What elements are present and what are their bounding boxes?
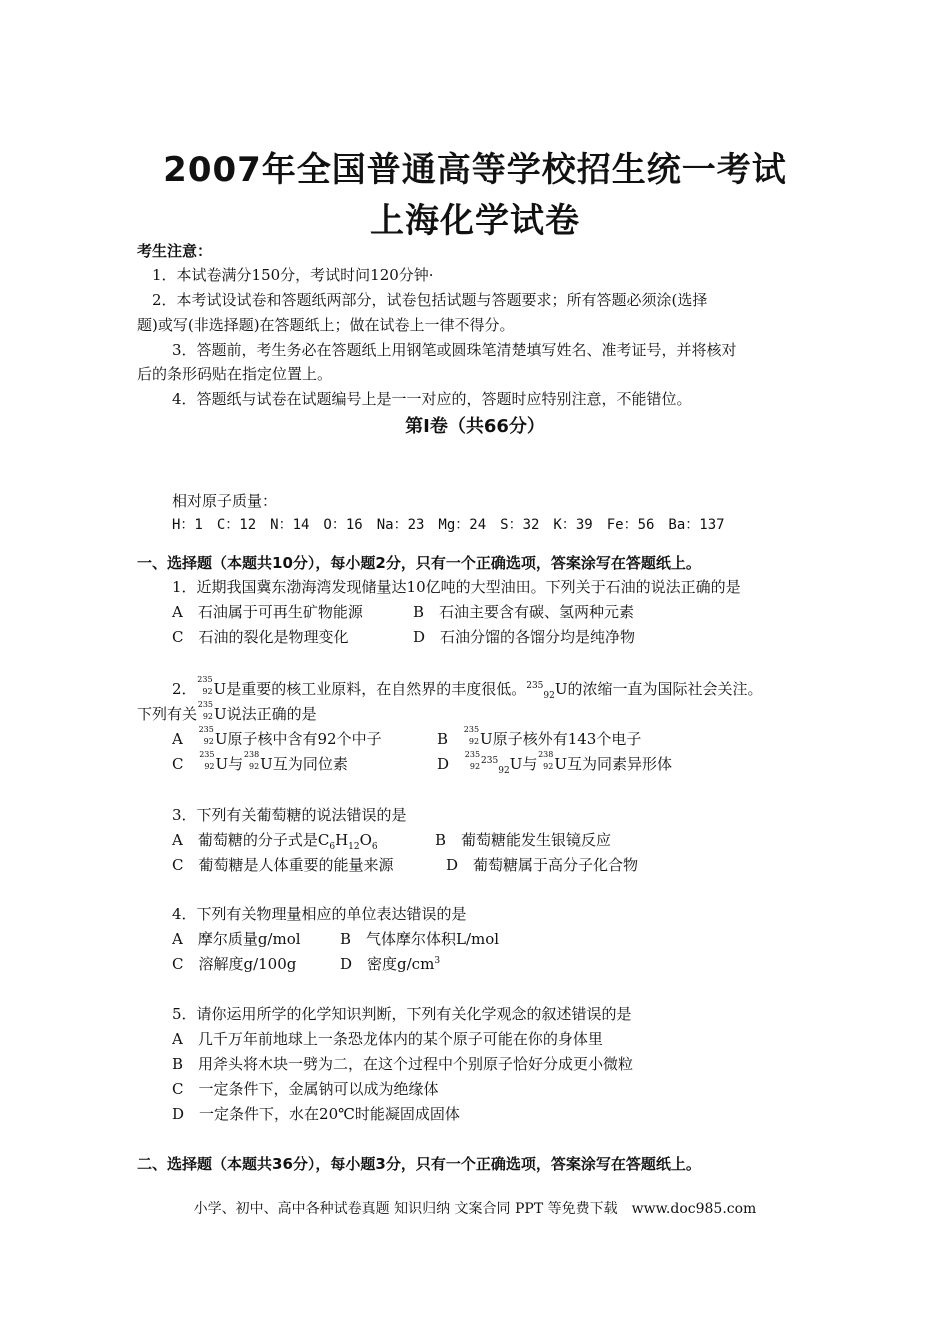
- q1-stem: 1．近期我国冀东渤海湾发现储量达10亿吨的大型油田。下列关于石油的说法正确的是: [172, 578, 741, 596]
- q2-option-b: B 235 92 U原子核外有143个电子: [437, 725, 642, 748]
- q3-stem: 3．下列有关葡萄糖的说法错误的是: [172, 806, 407, 824]
- u235-isotope: 235 92: [197, 700, 214, 721]
- footer-text: 小学、初中、高中各种试卷真题 知识归纳 文案合同 PPT 等免费下载 www.doc985.com: [193, 1201, 757, 1217]
- q5-option-b: B 用斧头将木块一劈为二，在这个过程中个别原子恰好分成更小微粒: [172, 1055, 634, 1073]
- q2-option-a: A 235 92 U原子核中含有92个中子: [172, 725, 382, 748]
- exam-subtitle: 上海化学试卷: [370, 201, 580, 241]
- u235-isotope: 235 92: [199, 750, 215, 771]
- section2-heading: 二、选择题（本题共36分），每小题3分，只有一个正确选项，答案涂写在答题纸上。: [137, 1155, 701, 1173]
- q1-option-c: C 石油的裂化是物理变化: [172, 628, 349, 646]
- q4-option-d: D 密度$g/cm^3$: [340, 955, 441, 973]
- volume-title: 第Ⅰ卷（共66分）: [405, 416, 545, 437]
- q2-number: 2．: [172, 680, 197, 698]
- q3-option-c: C 葡萄糖是人体重要的能量来源: [172, 856, 394, 874]
- q4-option-c: C 溶解度g/100g: [172, 955, 297, 973]
- u235-isotope: 235 92: [464, 750, 481, 771]
- q4-option-b: B 气体摩尔体积L/mol: [340, 930, 500, 948]
- u235-isotope: 235 92: [463, 725, 480, 746]
- q2-option-d: D 235 92 $^{235}_{92}$U与 238 92 U互为同素异形体: [437, 750, 673, 776]
- section1-heading: 一、选择题（本题共10分），每小题2分，只有一个正确选项，答案涂写在答题纸上。: [137, 554, 701, 572]
- q3-option-a: A 葡萄糖的分子式是$C_6H_{12}O_6$: [172, 831, 378, 852]
- q1-option-a: A 石油属于可再生矿物能源: [172, 603, 363, 621]
- q4-stem: 4．下列有关物理量相应的单位表达错误的是: [172, 905, 467, 923]
- exam-title: 2007年全国普通高等学校招生统一考试: [163, 150, 787, 190]
- q5-option-c: C 一定条件下，金属钠可以成为绝缘体: [172, 1080, 439, 1098]
- u238-isotope: 238 92: [243, 750, 260, 771]
- notice-item-1: 1．本试卷满分150分，考试时问120分钟·: [152, 266, 434, 284]
- q3-option-b: B 葡萄糖能发生银镜反应: [435, 831, 612, 849]
- q2-stem-cont: 下列有关 235 92 U说法正确的是: [137, 700, 317, 723]
- q3-option-d: D 葡萄糖属于高分子化合物: [446, 856, 639, 874]
- q2-option-c: C 235 92 U与 238 92 U互为同位素: [172, 750, 348, 773]
- q5-stem: 5．请你运用所学的化学知识判断，下列有关化学观念的叙述错误的是: [172, 1005, 632, 1023]
- notice-item-3-cont: 后的条形码贴在指定位置上。: [137, 365, 333, 383]
- notice-item-2: 2．本考试设试卷和答题纸两部分，试卷包括试题与答题要求；所有答题必须涂(选择: [152, 291, 708, 309]
- q1-option-b: B 石油主要含有碳、氢两种元素: [413, 603, 635, 621]
- notice-item-3: 3．答题前，考生务必在答题纸上用钢笔或圆珠笔清楚填写姓名、准考证号，并将核对: [172, 341, 737, 359]
- notice-heading: 考生注意：: [137, 242, 213, 260]
- q1-option-d: D 石油分馏的各馏分均是纯净物: [413, 628, 636, 646]
- notice-item-2-cont: 题)或写(非选择题)在答题纸上；做在试卷上一律不得分。: [137, 316, 515, 334]
- u235-isotope: 235 92: [198, 725, 214, 746]
- notice-item-4: 4．答题纸与试卷在试题编号上是一一对应的，答题时应特别注意，不能错位。: [172, 390, 692, 408]
- q5-option-d: D 一定条件下，水在20℃时能凝固成固体: [172, 1105, 460, 1123]
- q2-stem: 2． 235 92 U是重要的核工业原料，在自然界的丰度很低。$^{235}_{92}$U的浓缩一直为国际社会关注。: [172, 675, 763, 701]
- q4-option-a: A 摩尔质量g/mol: [172, 930, 301, 948]
- u235-isotope: 235 92: [197, 675, 213, 696]
- atomic-mass-values: H：1 C：12 N：14 O：16 Na：23 Mg：24 S：32 K：39 Fe：56 Ba：137: [172, 517, 725, 533]
- u238-isotope: 238 92: [538, 750, 554, 771]
- atomic-mass-label: 相对原子质量：: [172, 492, 278, 510]
- q5-option-a: A 几千万年前地球上一条恐龙体内的某个原子可能在你的身体里: [172, 1030, 603, 1048]
